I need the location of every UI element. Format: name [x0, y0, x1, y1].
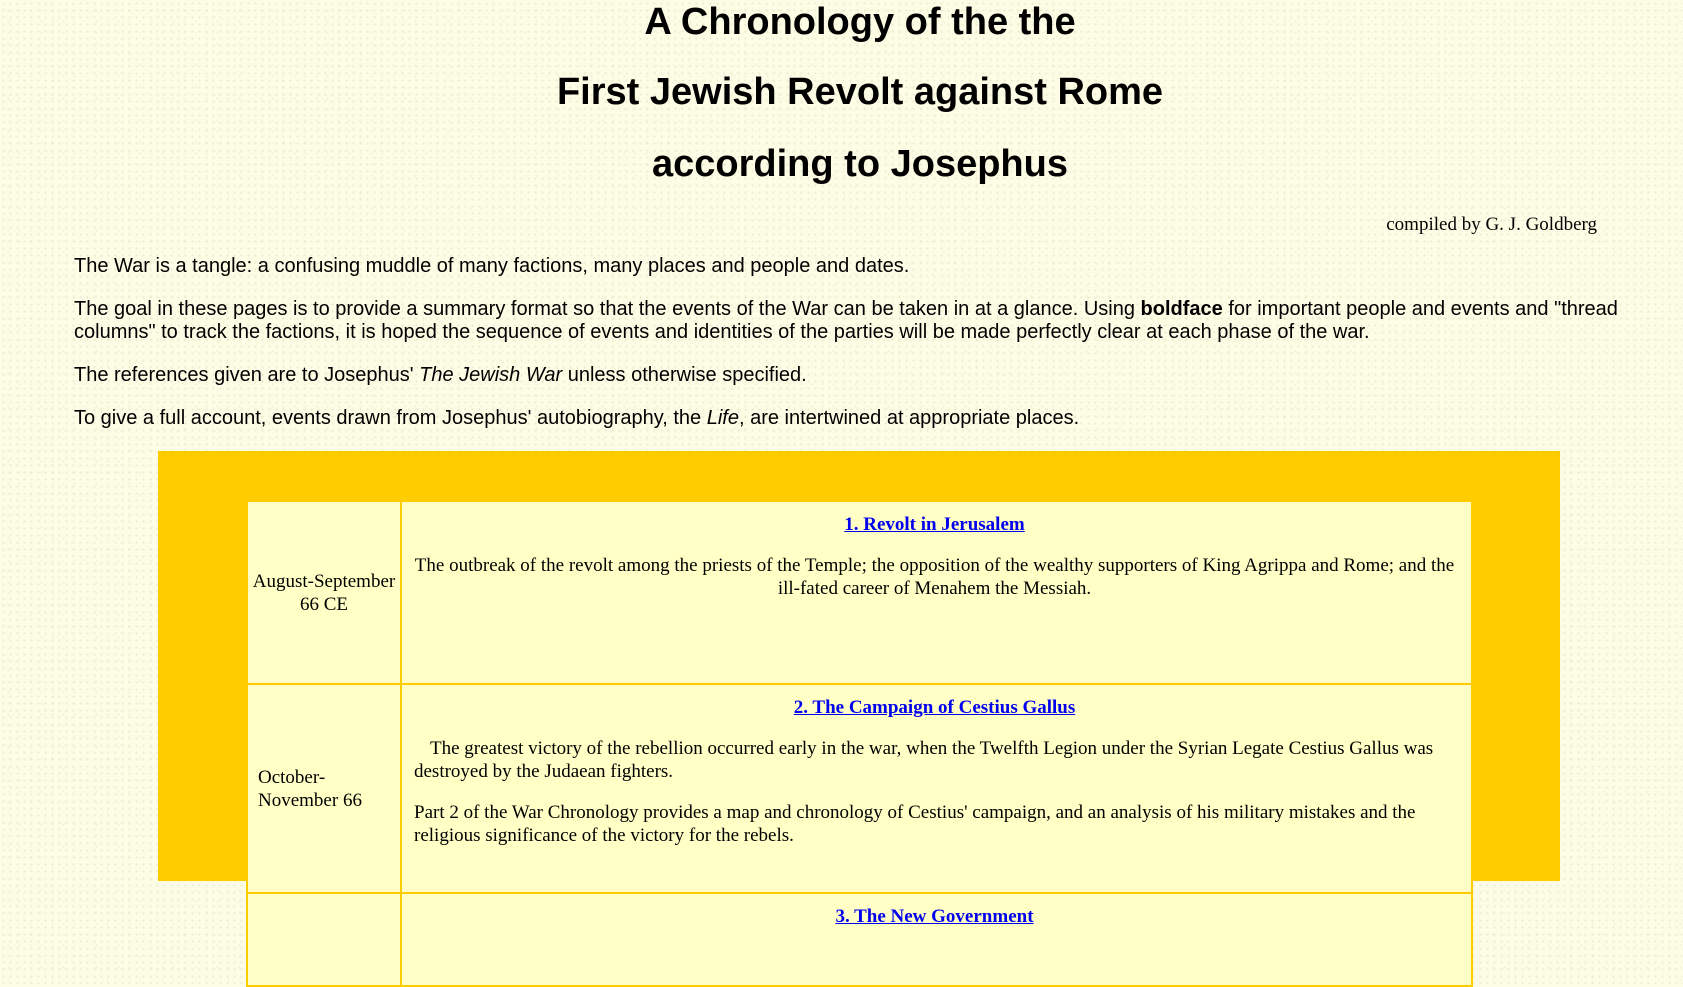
- chronology-table: [246, 500, 1473, 987]
- section-title-2: [414, 696, 1455, 719]
- chronology-frame: [158, 451, 1560, 927]
- page-title-line-3: according to Josephus: [652, 143, 1068, 185]
- intro-p2-bold: boldface: [1140, 298, 1223, 320]
- section-2-paragraph-2: Part 2 of the War Chronology provides a map and chronology of Cestius' campaign, and an analysis of his military mistakes and the religious significance of the victory for the rebels.: [414, 802, 1416, 846]
- chronology-description-3: [401, 893, 1472, 986]
- chronology-description-1: [401, 501, 1472, 684]
- intro-p2-text-end: for important people and events and "thread columns" to track the factions, it is hoped the sequence of events and identities of the parties will be made perfectly clear at each phase of the war.: [74, 298, 1618, 343]
- intro-p2-text-start: The goal in these pages is to provide a summary format so that the events of the War can be taken in at a glance. Using: [74, 298, 1141, 320]
- intro-p3-italic: The Jewish War: [419, 364, 563, 386]
- chronology-date-1: August-September 66 CE: [247, 501, 401, 684]
- intro-p3-text-end: unless otherwise specified.: [562, 364, 807, 386]
- section-link-revolt-in-jerusalem[interactable]: 1. Revolt in Jerusalem: [844, 514, 1025, 535]
- section-title-1: [414, 513, 1455, 536]
- intro-paragraph-4: [74, 407, 1630, 430]
- section-1-paragraph-1: The outbreak of the revolt among the priests of the Temple; the opposition of the wealthy supporters of King Agrippa and Rome; and the ill-fated career of Menahem the Messiah.: [414, 555, 1455, 599]
- chronology-date-3: [247, 893, 401, 986]
- section-title-3: [414, 905, 1455, 928]
- intro-p3-text-start: The references given are to Josephus': [74, 364, 420, 386]
- section-link-the-new-government[interactable]: 3. The New Government: [835, 906, 1034, 927]
- section-link-campaign-of-cestius-gallus[interactable]: 2. The Campaign of Cestius Gallus: [793, 697, 1076, 718]
- chronology-description-2: [401, 684, 1472, 893]
- intro-p4-text-end: , are intertwined at appropriate places.: [738, 407, 1080, 429]
- chronology-row-2: [247, 684, 1472, 893]
- page-title-line-2: First Jewish Revolt against Rome: [556, 71, 1164, 113]
- section-2-paragraph-1: The greatest victory of the rebellion occurred early in the war, when the Twelfth Legion under the Syrian Legate Cestius Gallus was destroyed by the Judaean fighters.: [414, 738, 1434, 782]
- intro-paragraph-2: [74, 298, 1630, 344]
- chronology-date-2: October-November 66: [247, 684, 401, 893]
- chronology-row-3: [247, 893, 1472, 986]
- intro-p4-text-start: To give a full account, events drawn from Josephus' autobiography, the: [74, 407, 707, 429]
- intro-paragraph-1: The War is a tangle: a confusing muddle of many factions, many places and people and dates.: [74, 255, 910, 277]
- author-credit: compiled by G. J. Goldberg: [1386, 214, 1597, 235]
- chronology-row-1: [247, 501, 1472, 684]
- intro-paragraph-3: [74, 364, 1630, 387]
- intro-p4-italic: Life: [706, 407, 739, 429]
- page-title-line-1: A Chronology of the the: [644, 1, 1076, 43]
